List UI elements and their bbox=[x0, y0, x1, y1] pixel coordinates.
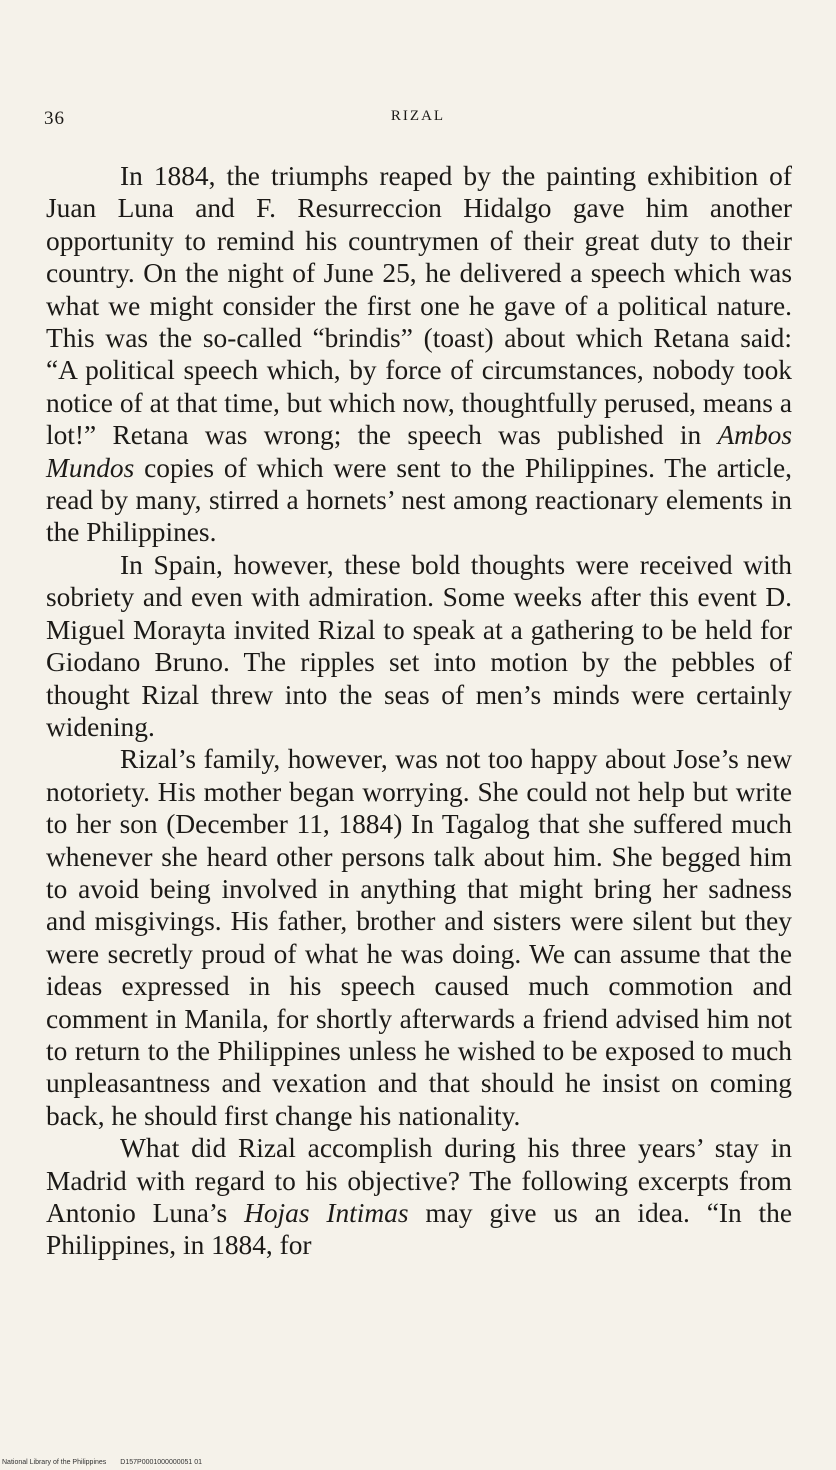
paragraph-4-text-b: may give us an idea. “In the Philippines, in 1884, for bbox=[46, 1198, 792, 1261]
paragraph-1-text-a: In 1884, the triumphs reaped by the painting exhibition of Juan Luna and F. Resurreccion Hidalgo gave him another opportunity to remind his countrymen of their great duty to their country. On the night of June 25, he delivered a speech which was what we might consider the first one he gave of a political nature. This was the so-called “brindis” (toast) about which Retana said: “A political speech which, by force of circumstances, nobody took notice of at that time, but which now, thoughtfully perused, means a lot!” Retana was wrong; the speech was published in bbox=[46, 161, 792, 451]
page-number: 36 bbox=[44, 108, 65, 129]
paragraph-3-text: Rizal’s family, however, was not too happy about Jose’s new notoriety. His mother began worrying. She could not help but write to her son (December 11, 1884) In Tagalog that she suffered much whenever she heard other persons talk about him. She begged him to avoid being involved in anything that might bring her sadness and misgivings. His father, brother and sisters were silent but they were secretly proud of what he was doing. We can assume that the ideas expressed in his speech caused much commotion and comment in Manila, for shortly afterwards a friend advised him not to return to the Philippines unless he wished to be exposed to much unpleasantness and vexation and that should he insist on coming back, he should first change his nationality. bbox=[46, 744, 792, 1131]
paragraph-1-italic-title: Ambos Mundos bbox=[46, 420, 792, 483]
paragraph-4 bbox=[46, 1132, 792, 1262]
page-header bbox=[0, 108, 836, 138]
paragraph-2 bbox=[46, 549, 792, 743]
paragraph-1 bbox=[46, 160, 792, 549]
running-title: RIZAL bbox=[390, 108, 446, 124]
paragraph-2-text: In Spain, however, these bold thoughts were received with sobriety and even with admiration. Some weeks after this event D. Miguel Morayta invited Rizal to speak at a gathering to be held for Giodano Bruno. The ripples set into motion by the pebbles of thought Rizal threw into the seas of men’s minds were certainly widening. bbox=[46, 549, 792, 742]
body-text bbox=[46, 160, 792, 1262]
paragraph-3 bbox=[46, 743, 792, 1132]
footer-library: National Library of the Philippines bbox=[2, 1459, 107, 1466]
paragraph-4-text-a: What did Rizal accomplish during his three years’ stay in Madrid with regard to his objective? The following excerpts from Antonio Luna’s bbox=[46, 1133, 792, 1228]
paragraph-4-italic-title: Hojas Intimas bbox=[244, 1198, 409, 1228]
paragraph-1-text-b: copies of which were sent to the Philippines. The article, read by many, stirred a hornets’ nest among reactionary elements in the Philippines. bbox=[46, 452, 792, 548]
footer-code: D157P0001000000051 01 bbox=[120, 1459, 203, 1466]
scan-footer bbox=[2, 1459, 216, 1466]
